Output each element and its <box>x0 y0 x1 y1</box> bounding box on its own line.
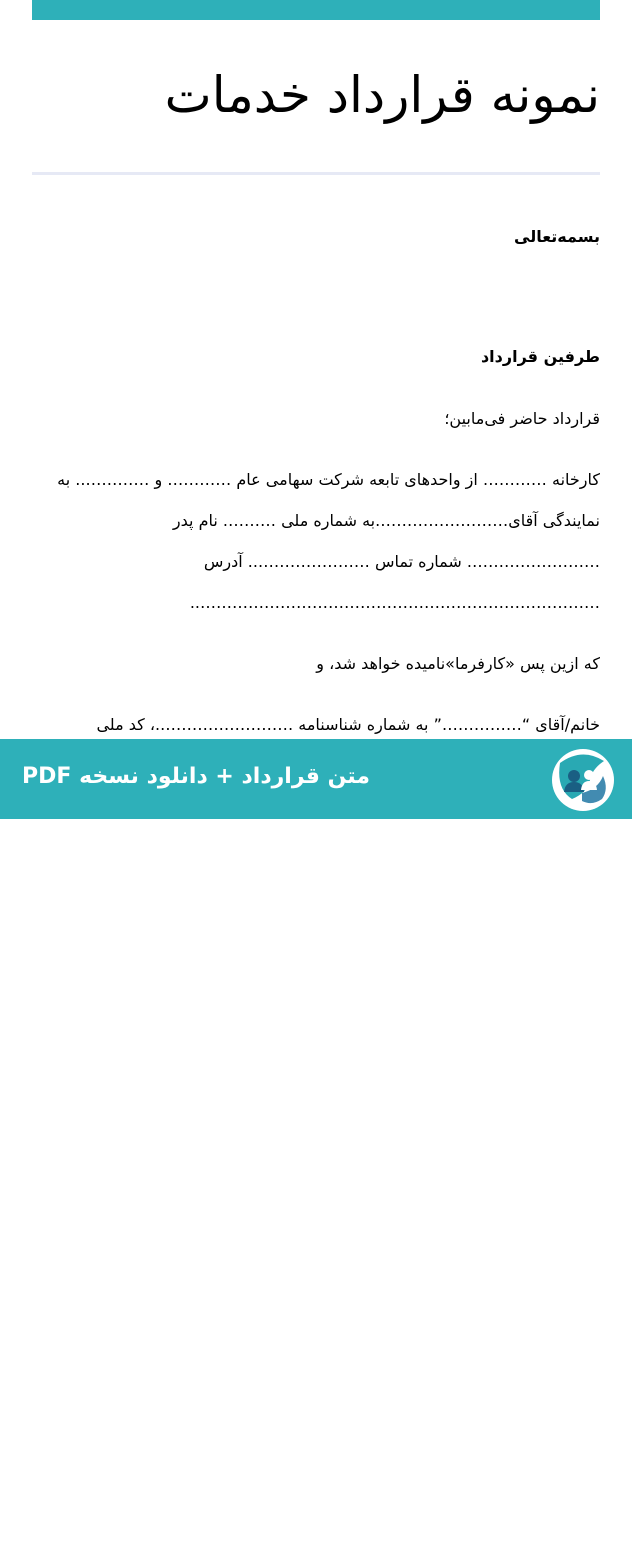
paragraph-line: کارخانه ………… از واحدهای تابعه شرکت سهامی عام ………… و ………….. به <box>57 470 600 489</box>
page-title: نمونه قرارداد خدمات <box>164 66 600 124</box>
users-chat-icon <box>552 749 614 811</box>
title-divider <box>32 172 600 175</box>
paragraph-line: ……………………. شماره تماس ………………….. آدرس <box>203 552 600 571</box>
parties-heading: طرفین قرارداد <box>480 347 600 366</box>
corner-mark: ر <box>3 1545 7 1554</box>
paragraph2-line: خانم/آقای “……………” به شماره شناسنامه ……………………..، کد ملی <box>96 715 600 734</box>
top-accent-bar <box>32 0 600 20</box>
paragraph-line: نمایندگی آقای…………………….به شماره ملی ………. نام پدر <box>172 511 600 530</box>
download-banner-text[interactable]: متن قرارداد + دانلود نسخه PDF <box>22 764 370 789</box>
download-banner[interactable] <box>0 739 632 1554</box>
employer-line: که ازین پس «کارفرما»نامیده خواهد شد، و <box>316 654 600 673</box>
paragraph-line: ………………………………………………………………….. <box>189 593 600 612</box>
bismillah-heading: بسمه‌تعالی <box>514 227 600 246</box>
intro-text: قرارداد حاضر فی‌مابین؛ <box>444 409 600 428</box>
